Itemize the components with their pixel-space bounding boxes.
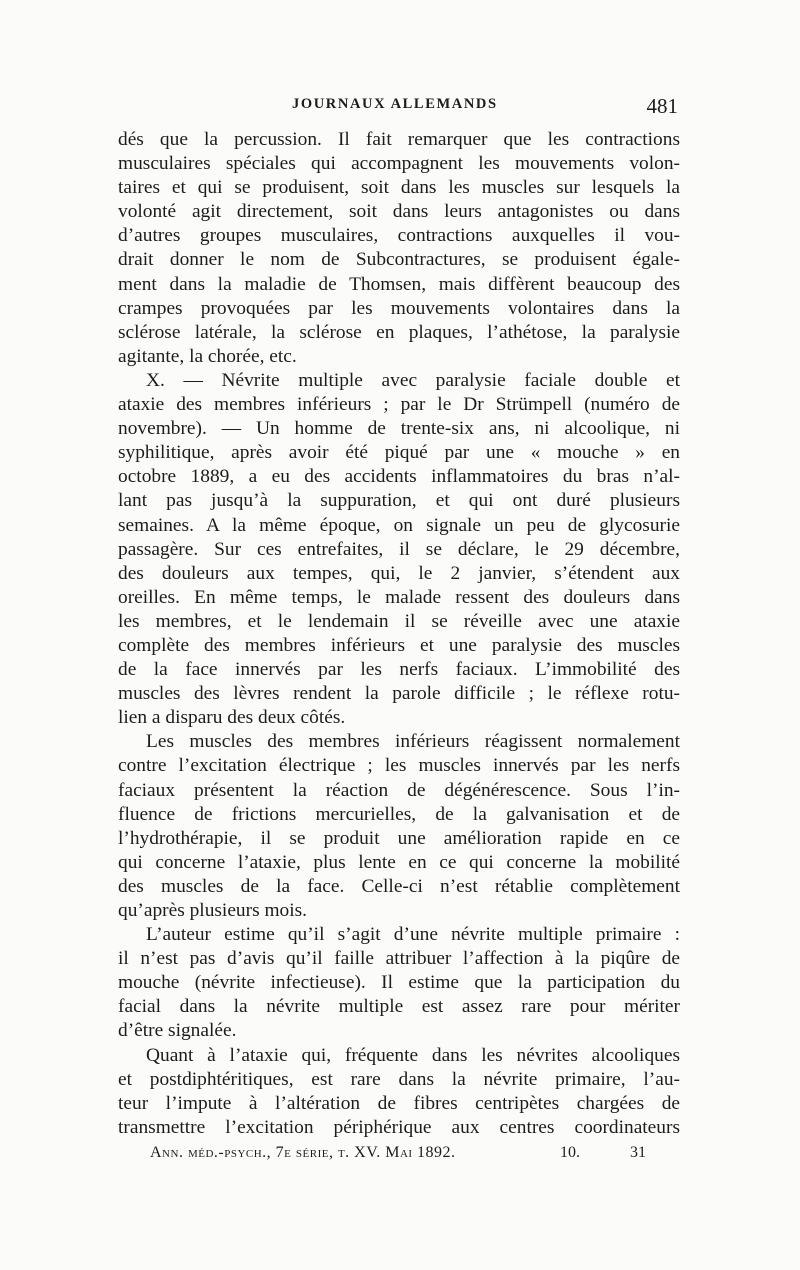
text-line: transmettre l’excitation périphérique aux centres coordinateurs <box>118 1116 680 1138</box>
text-line: mouche (névrite infectieuse). Il estime que la participation du <box>118 972 680 994</box>
text-line: semaines. A la même époque, on signale un peu de glycosurie <box>118 514 680 536</box>
text-line: qu’après plusieurs mois. <box>118 900 308 921</box>
text-line: volonté agit directement, soit dans leurs antagonistes ou dans <box>118 201 680 223</box>
page-footer <box>150 1144 680 1168</box>
text-line: Quant à l’ataxie qui, fréquente dans les névrites alcooliques <box>146 1044 680 1066</box>
text-line: des muscles de la face. Celle-ci n’est rétablie complètement <box>118 875 680 897</box>
text-line: fluence de frictions mercurielles, de la galvanisation et de <box>118 803 680 825</box>
text-line: facial dans la névrite multiple est assez rare pour mériter <box>118 996 680 1018</box>
text-line: dés que la percussion. Il fait remarquer que les contractions <box>118 129 680 150</box>
text-line: sclérose latérale, la sclérose en plaques, l’athétose, la paralysie <box>118 321 680 343</box>
text-line: il n’est pas d’avis qu’il faille attribuer l’affection à la piqûre de <box>118 948 680 970</box>
text-line: de la face innervés par les nerfs faciaux. L’immobilité des <box>118 659 680 681</box>
footer-sheet-number: 31 <box>630 1144 646 1161</box>
text-line: crampes provoquées par les mouvements volontaires dans la <box>118 297 680 319</box>
running-head-title: JOURNAUX ALLEMANDS <box>292 96 498 112</box>
text-line: l’hydrothérapie, il se produit une amélioration rapide en ce <box>118 827 680 849</box>
body-text <box>118 128 680 1140</box>
text-line: drait donner le nom de Subcontractures, se produisent égale- <box>118 249 680 271</box>
text-line: les membres, et le lendemain il se réveille avec une ataxie <box>118 610 680 632</box>
text-line: oreilles. En même temps, le malade ressent des douleurs dans <box>118 586 680 608</box>
text-line: des douleurs aux tempes, qui, le 2 janvier, s’étendent aux <box>118 562 680 584</box>
text-line: passagère. Sur ces entrefaites, il se déclare, le 29 décembre, <box>118 538 680 560</box>
text-line: L’auteur estime qu’il s’agit d’une névrite multiple primaire : <box>146 924 680 946</box>
text-line: novembre). — Un homme de trente-six ans, ni alcoolique, ni <box>118 418 680 440</box>
text-line: lien a disparu des deux côtés. <box>118 707 346 729</box>
footer-journal-reference: Ann. méd.-psych., 7e série, t. XV. Mai 1892. <box>150 1144 456 1161</box>
text-line: et postdiphtéritiques, est rare dans la névrite primaire, l’au- <box>118 1068 680 1090</box>
text-line: teur l’impute à l’altération de fibres centripètes chargées de <box>118 1092 680 1114</box>
text-line: contre l’excitation électrique ; les muscles innervés par les nerfs <box>118 755 680 777</box>
text-line: octobre 1889, a eu des accidents inflammatoires du bras n’al- <box>118 466 680 488</box>
text-line: complète des membres inférieurs et une paralysie des muscles <box>118 634 680 656</box>
text-line: d’être signalée. <box>118 1020 237 1042</box>
section-heading-line: X. — Névrite multiple avec paralysie faciale double et <box>146 369 680 391</box>
text-line: syphilitique, après avoir été piqué par une « mouche » en <box>118 442 680 464</box>
text-line: ataxie des membres inférieurs ; par le Dr Strümpell (numéro de <box>118 394 680 416</box>
running-head <box>118 94 680 122</box>
text-line: musculaires spéciales qui accompagnent les mouvements volon- <box>118 153 680 175</box>
text-line: muscles des lèvres rendent la parole difficile ; le réflexe rotu- <box>118 683 680 705</box>
text-line: ment dans la maladie de Thomsen, mais diffèrent beaucoup des <box>118 273 680 295</box>
text-line: Les muscles des membres inférieurs réagissent normalement <box>146 731 680 753</box>
text-line: lant pas jusqu’à la suppuration, et qui ont duré plusieurs <box>118 490 680 512</box>
footer-signature-number: 10. <box>560 1144 580 1161</box>
text-line: agitante, la chorée, etc. <box>118 345 297 367</box>
text-line: taires et qui se produisent, soit dans les muscles sur lesquels la <box>118 177 680 199</box>
text-line: qui concerne l’ataxie, plus lente en ce qui concerne la mobilité <box>118 851 680 873</box>
text-line: faciaux présentent la réaction de dégénérescence. Sous l’in- <box>118 779 680 801</box>
text-line: d’autres groupes musculaires, contractions auxquelles il vou- <box>118 225 680 247</box>
page-number: 481 <box>646 94 678 118</box>
